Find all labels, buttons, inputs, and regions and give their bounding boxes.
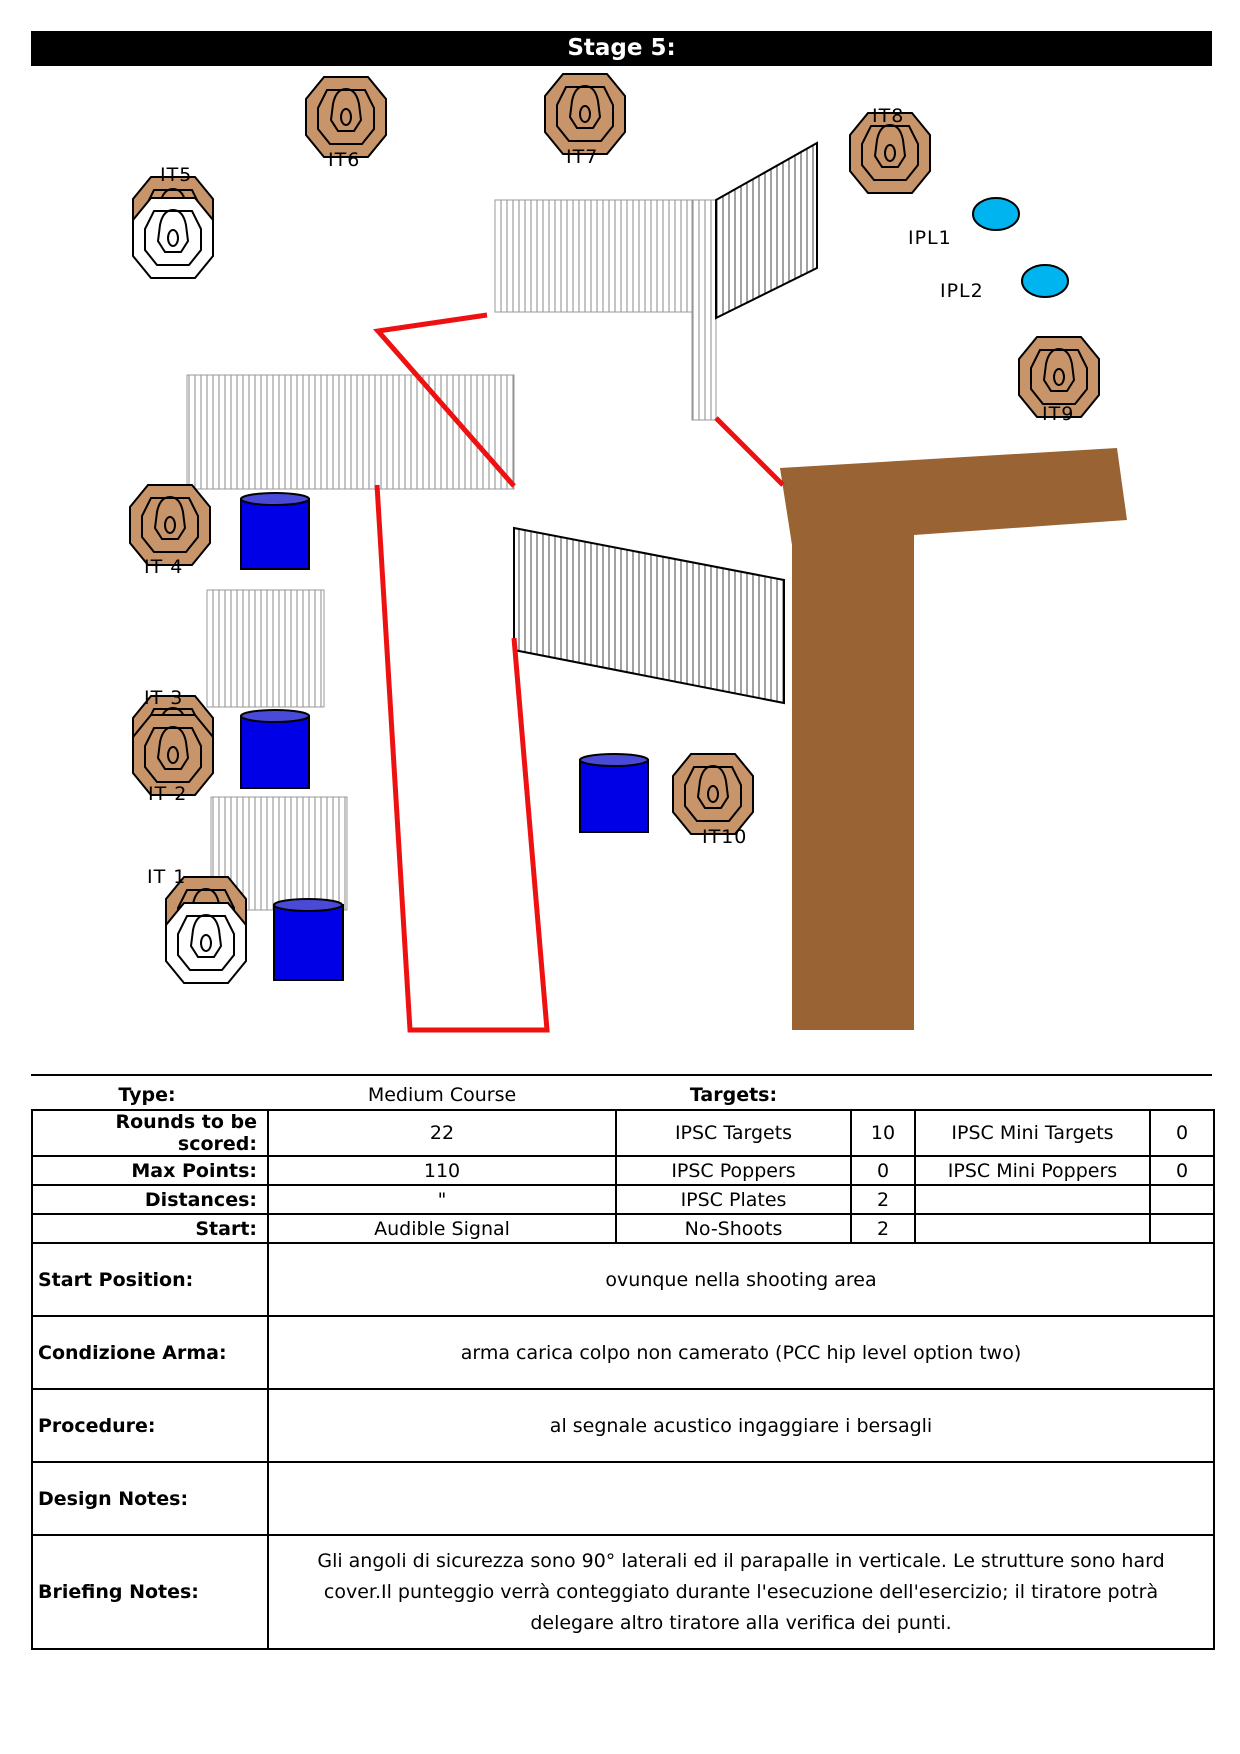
start-label: Start: — [32, 1214, 268, 1243]
target-it6 — [306, 77, 386, 157]
plate-ipl2 — [1022, 265, 1068, 297]
ipsc-plates-count: 2 — [851, 1185, 915, 1214]
targets-label: Targets: — [689, 1083, 778, 1106]
barrel — [241, 710, 309, 788]
condizione-arma-value: arma carica colpo non camerato (PCC hip level option two) — [268, 1316, 1214, 1389]
empty-cell — [1150, 1214, 1214, 1243]
stage-title: Stage 5: — [31, 31, 1212, 66]
procedure-value: al segnale acustico ingaggiare i bersagli — [268, 1389, 1214, 1462]
empty-cell — [1150, 1185, 1214, 1214]
procedure-label: Procedure: — [32, 1389, 268, 1462]
barrel — [274, 899, 343, 980]
target-it10 — [673, 754, 753, 834]
ipsc-plates-label: IPSC Plates — [616, 1185, 851, 1214]
ipsc-poppers-count: 0 — [851, 1156, 915, 1185]
design-notes-value — [268, 1462, 1214, 1535]
table-structure — [780, 448, 1127, 1030]
no-shoot-target — [133, 198, 213, 278]
target-it4 — [130, 485, 210, 565]
target-it7 — [545, 74, 625, 154]
label-it8: IT8 — [872, 105, 905, 127]
briefing-notes-label: Briefing Notes: — [32, 1535, 268, 1649]
barrel — [241, 493, 309, 569]
rounds-value: 22 — [268, 1110, 616, 1156]
empty-cell — [915, 1185, 1150, 1214]
ipsc-mini-targets-label: IPSC Mini Targets — [915, 1110, 1150, 1156]
ipsc-mini-poppers-count: 0 — [1150, 1156, 1214, 1185]
ipsc-targets-count: 10 — [851, 1110, 915, 1156]
no-shoots-count: 2 — [851, 1214, 915, 1243]
max-points-value: 110 — [268, 1156, 616, 1185]
condizione-arma-label: Condizione Arma: — [32, 1316, 268, 1389]
label-ipl1: IPL1 — [908, 227, 952, 249]
wall-angled-upper — [716, 143, 817, 318]
label-it10: IT10 — [702, 826, 748, 848]
empty-cell — [915, 1214, 1150, 1243]
type-value: Medium Course — [367, 1083, 517, 1106]
label-ipl2: IPL2 — [940, 280, 984, 302]
label-it2: IT 2 — [148, 783, 188, 805]
wall-upper-center — [495, 200, 715, 312]
label-it7: IT7 — [566, 146, 599, 168]
design-notes-label: Design Notes: — [32, 1462, 268, 1535]
ipsc-mini-targets-count: 0 — [1150, 1110, 1214, 1156]
stage-info-table — [31, 1080, 1215, 1650]
label-it3: IT 3 — [144, 687, 184, 709]
start-value: Audible Signal — [268, 1214, 616, 1243]
max-points-label: Max Points: — [32, 1156, 268, 1185]
separator-line — [31, 1074, 1212, 1076]
start-position-value: ovunque nella shooting area — [268, 1243, 1214, 1316]
rounds-label: Rounds to be scored: — [32, 1110, 268, 1156]
barrel — [580, 754, 648, 832]
no-shoots-label: No-Shoots — [616, 1214, 851, 1243]
label-it5: IT5 — [160, 164, 193, 186]
briefing-notes-value: Gli angoli di sicurezza sono 90° laterali ed il parapalle in verticale. Le strutture sono hard cover.Il punteggio verrà conteggiato durante l'esecuzione dell'esercizio; il tiratore potrà delegare altro tiratore alla verifica dei punti. — [268, 1535, 1214, 1649]
no-shoot-target — [166, 903, 246, 983]
label-it9: IT9 — [1042, 403, 1075, 425]
distances-label: Distances: — [32, 1185, 268, 1214]
ipsc-targets-label: IPSC Targets — [616, 1110, 851, 1156]
distances-value: " — [268, 1185, 616, 1214]
label-it6: IT6 — [328, 149, 361, 171]
label-it1: IT 1 — [147, 866, 187, 888]
wall-left-mid — [207, 590, 324, 707]
ipsc-mini-poppers-label: IPSC Mini Poppers — [915, 1156, 1150, 1185]
wall-angled-center — [514, 528, 784, 703]
label-it4: IT 4 — [144, 556, 184, 578]
wall-narrow-vertical — [692, 200, 716, 420]
plate-ipl1 — [973, 198, 1019, 230]
start-position-label: Start Position: — [32, 1243, 268, 1316]
type-label: Type: — [118, 1083, 176, 1106]
ipsc-poppers-label: IPSC Poppers — [616, 1156, 851, 1185]
